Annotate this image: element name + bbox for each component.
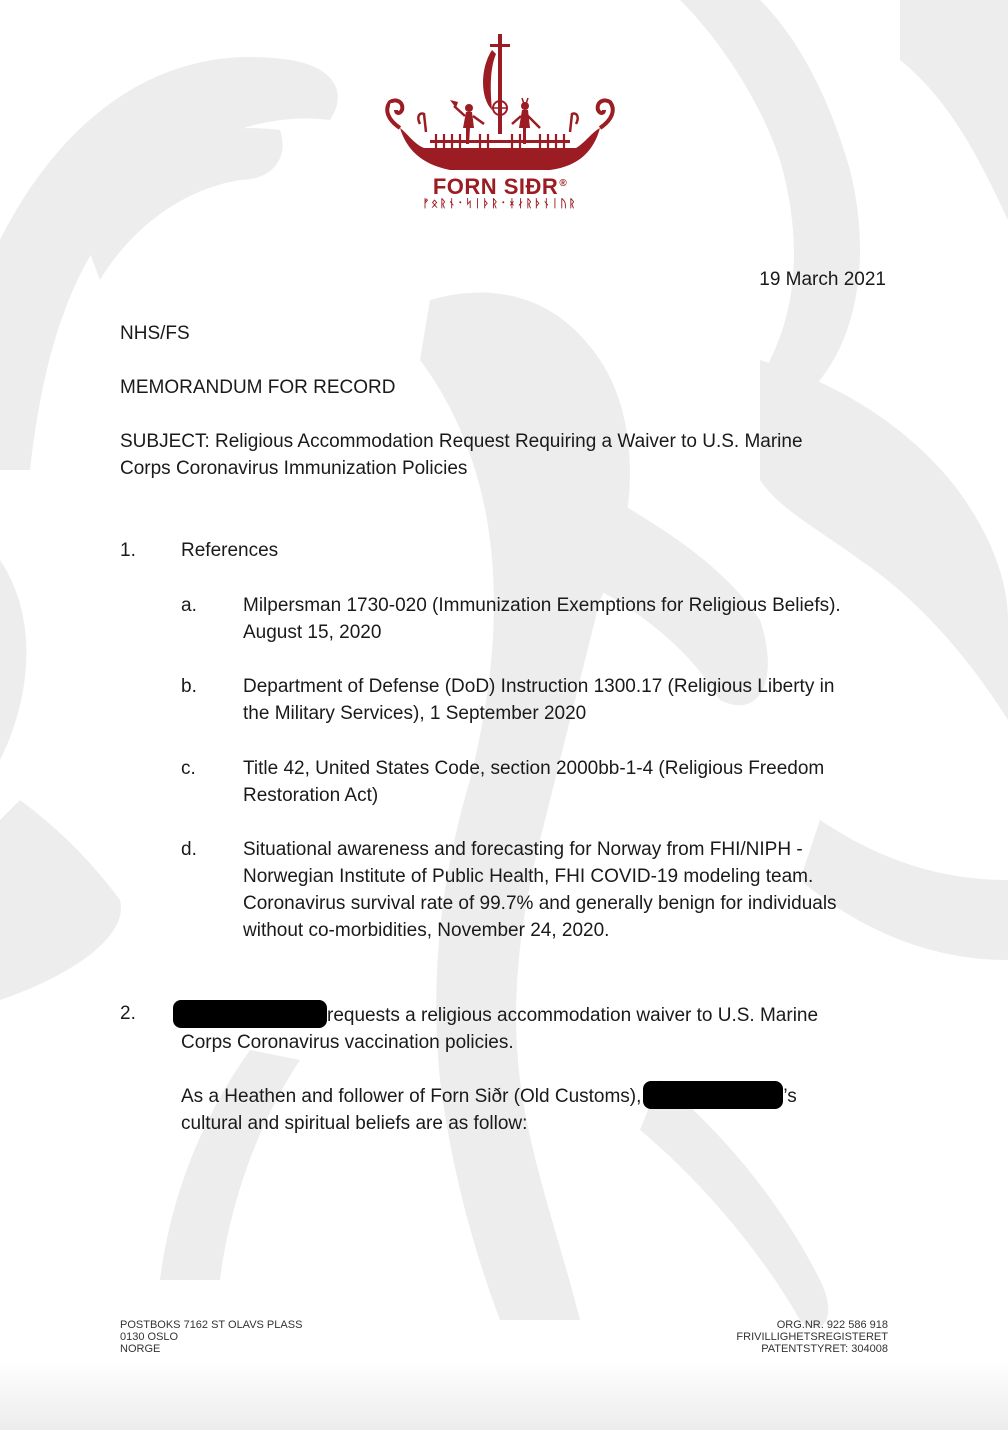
- registered-mark: ®: [559, 177, 568, 189]
- footer-registration: ORG.NR. 922 586 918 FRIVILLIGHETSREGISTERET PATENTSTYRET: 304008: [736, 1319, 888, 1355]
- section2-paragraph: requests a religious accommodation waiver to U.S. Marine Corps Coronavirus vaccination policies.: [181, 1000, 881, 1056]
- memo-heading: MEMORANDUM FOR RECORD: [120, 377, 396, 398]
- memo-date: 19 March 2021: [759, 269, 886, 290]
- runic-subtitle: ᚠᛟᚱᚾ᛫ᛋᛁᚦᚱ᛫ᚼᛅᚱᚦᚾᛁᚢᚱ: [422, 197, 578, 210]
- reference-item: Department of Defense (DoD) Instruction 1300.17 (Religious Liberty in the Military Services), 1 September 2020: [243, 676, 835, 724]
- org-name: FORN SIÐR®: [432, 174, 568, 199]
- reference-letter: a.: [181, 595, 197, 616]
- subject: [120, 428, 880, 482]
- reference-letter: d.: [181, 839, 197, 860]
- beliefs-intro-paragraph: As a Heathen and follower of Forn Siðr (Old Customs), ’s cultural and spiritual beliefs are as follow:: [181, 1081, 881, 1137]
- section-number: 2.: [120, 1003, 136, 1024]
- reference-item: Situational awareness and forecasting for Norway from FHI/NIPH - Norwegian Institute of Public Health, FHI COVID-19 modeling team. Coronavirus survival rate of 99.7% and generally benign for individuals without co-morbidities, November 24, 2020.: [243, 839, 837, 941]
- reference-letter: b.: [181, 676, 197, 697]
- reference-item: Milpersman 1730-020 (Immunization Exemptions for Religious Beliefs). August 15, 2020: [243, 595, 841, 643]
- subject-line: SUBJECT: Religious Accommodation Request Requiring a Waiver to U.S. Marine: [120, 431, 803, 452]
- section-title: References: [181, 540, 279, 561]
- reference-letter: c.: [181, 758, 196, 779]
- subject-line: Corps Coronavirus Immunization Policies: [120, 458, 468, 479]
- footer-address: POSTBOKS 7162 ST OLAVS PLASS 0130 OSLO NORGE: [120, 1319, 303, 1355]
- redaction-bar: [173, 1000, 327, 1028]
- recipient: NHS/FS: [120, 323, 190, 344]
- section-number: 1.: [120, 540, 136, 561]
- redaction-bar: [643, 1081, 783, 1109]
- reference-item: Title 42, United States Code, section 2000bb-1-4 (Religious Freedom Restoration Act): [243, 758, 825, 806]
